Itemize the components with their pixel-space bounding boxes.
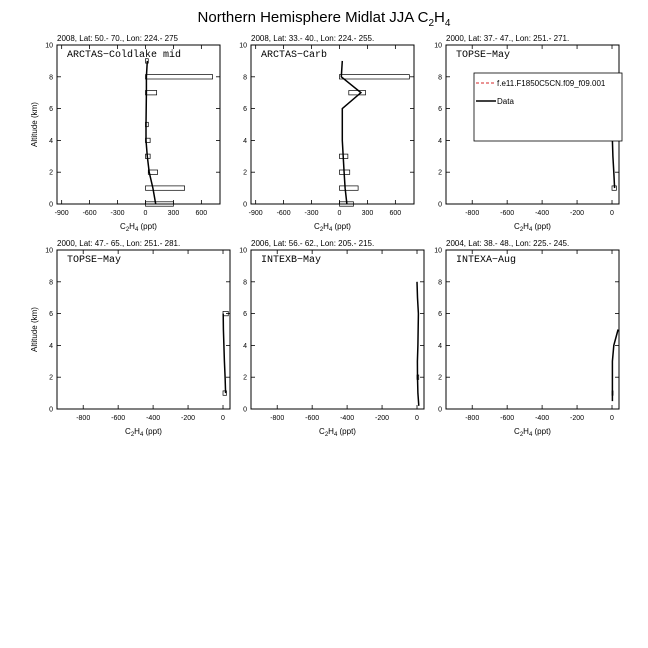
y-tick-label: 8 xyxy=(49,279,53,287)
y-tick-label: 6 xyxy=(49,311,53,319)
x-tick-label: -400 xyxy=(146,415,161,422)
x-axis-label xyxy=(514,427,551,438)
y-tick-label: 0 xyxy=(438,201,442,209)
x-axis-label-part: 4 xyxy=(134,227,139,233)
x-axis-label-part: 2 xyxy=(125,227,130,233)
panel-header: 2000, Lat: 47.- 65., Lon: 251.- 281. xyxy=(57,239,181,248)
x-axis-label-part: 4 xyxy=(333,432,338,438)
x-tick-label: -600 xyxy=(111,415,126,422)
x-tick-label: -800 xyxy=(270,415,285,422)
x-axis-label-part: H xyxy=(523,427,529,436)
y-tick-label: 0 xyxy=(243,201,247,209)
y-tick-label: 6 xyxy=(49,106,53,114)
y-tick-label: 0 xyxy=(243,406,247,414)
x-axis-label-part: C xyxy=(314,222,320,231)
y-tick-label: 8 xyxy=(243,279,247,287)
x-tick-label: 0 xyxy=(610,415,614,422)
x-tick-label: -900 xyxy=(54,210,69,217)
legend-model-label: f.e11.F1850C5CN.f09_f09.001 xyxy=(497,79,606,88)
x-axis-label-part: (ppt) xyxy=(332,222,351,231)
x-axis-label xyxy=(319,427,356,438)
x-tick-label: 300 xyxy=(167,210,180,217)
x-tick-label: -400 xyxy=(340,415,355,422)
y-tick-label: 4 xyxy=(243,137,247,145)
y-tick-label: 10 xyxy=(239,42,247,50)
x-tick-label: 0 xyxy=(337,210,342,217)
x-tick-label: 600 xyxy=(389,210,402,217)
x-axis-label-part: (ppt) xyxy=(138,222,157,231)
panel-header: 2004, Lat: 38.- 48., Lon: 225.- 245. xyxy=(446,239,570,248)
x-axis-label-part: 2 xyxy=(130,432,135,438)
x-axis-label-part: H xyxy=(134,427,140,436)
x-axis-label-part: 2 xyxy=(319,227,324,233)
x-tick-label: -200 xyxy=(375,415,390,422)
x-tick-label: -600 xyxy=(500,415,515,422)
x-tick-label: 0 xyxy=(610,210,614,217)
x-tick-label: -300 xyxy=(110,210,125,217)
panel-header: 2008, Lat: 50.- 70., Lon: 224.- 275 xyxy=(57,34,178,43)
x-tick-label: -200 xyxy=(570,415,585,422)
x-tick-label: -800 xyxy=(465,415,480,422)
x-tick-label: -600 xyxy=(276,210,291,217)
y-tick-label: 10 xyxy=(45,42,53,50)
chart-panel-1 xyxy=(30,34,220,233)
y-tick-label: 8 xyxy=(438,74,442,82)
x-axis-label-part: 4 xyxy=(528,432,533,438)
data-series-line xyxy=(146,61,156,204)
x-axis-label-part: C xyxy=(125,427,131,436)
x-axis-label-part: 4 xyxy=(328,227,333,233)
x-tick-label: -200 xyxy=(181,415,196,422)
data-range-bar xyxy=(349,91,366,95)
chart-panel-2 xyxy=(239,34,414,233)
plot-frame xyxy=(57,250,230,409)
y-tick-label: 2 xyxy=(438,374,442,382)
plot-frame xyxy=(446,250,619,409)
y-tick-label: 6 xyxy=(438,106,442,114)
x-tick-label: -600 xyxy=(82,210,97,217)
data-range-bar xyxy=(145,91,156,95)
plot-frame xyxy=(57,45,220,204)
x-axis-label xyxy=(120,222,157,233)
x-axis-label-part: 4 xyxy=(139,432,144,438)
x-tick-label: 600 xyxy=(195,210,208,217)
x-axis-label-part: H xyxy=(523,222,529,231)
y-tick-label: 8 xyxy=(243,74,247,82)
x-axis-label-part: H xyxy=(323,222,329,231)
campaign-label: TOPSE−May xyxy=(67,255,122,266)
data-series-line xyxy=(612,330,618,402)
data-range-bar xyxy=(339,186,358,190)
y-tick-label: 0 xyxy=(49,406,53,414)
y-tick-label: 8 xyxy=(438,279,442,287)
chart-panel-5 xyxy=(239,239,424,438)
x-tick-label: -400 xyxy=(535,415,550,422)
x-tick-label: -300 xyxy=(304,210,319,217)
x-axis-label-part: (ppt) xyxy=(337,427,356,436)
y-axis-label: Altitude (km) xyxy=(30,307,39,352)
x-axis-label xyxy=(514,222,551,233)
x-tick-label: -400 xyxy=(535,210,550,217)
y-tick-label: 2 xyxy=(243,374,247,382)
x-tick-label: -200 xyxy=(570,210,585,217)
data-series-line xyxy=(417,282,419,406)
campaign-label: INTEXA−Aug xyxy=(456,255,517,266)
legend-data-label: Data xyxy=(497,97,514,106)
y-tick-label: 8 xyxy=(49,74,53,82)
y-tick-label: 0 xyxy=(438,406,442,414)
x-tick-label: -600 xyxy=(500,210,515,217)
data-series-line xyxy=(341,61,361,204)
x-axis-label-part: H xyxy=(129,222,135,231)
y-tick-label: 10 xyxy=(434,42,442,50)
x-axis-label-part: (ppt) xyxy=(532,427,551,436)
x-axis-label-part: C xyxy=(319,427,325,436)
x-axis-label-part: C xyxy=(514,222,520,231)
y-tick-label: 0 xyxy=(49,201,53,209)
plot-frame xyxy=(251,45,414,204)
plot-frame xyxy=(251,250,424,409)
y-tick-label: 2 xyxy=(49,169,53,177)
y-tick-label: 4 xyxy=(49,137,53,145)
x-tick-label: 0 xyxy=(143,210,148,217)
figure-title: Northern Hemisphere Midlat JJA $C_2H_4$ xyxy=(197,9,451,29)
x-axis-label xyxy=(125,427,162,438)
y-tick-label: 2 xyxy=(438,169,442,177)
y-tick-label: 4 xyxy=(49,342,53,350)
y-tick-label: 6 xyxy=(243,106,247,114)
x-tick-label: -800 xyxy=(465,210,480,217)
y-tick-label: 4 xyxy=(438,137,442,145)
y-tick-label: 4 xyxy=(243,342,247,350)
y-tick-label: 10 xyxy=(239,247,247,255)
x-axis-label xyxy=(314,222,351,233)
y-axis-label: Altitude (km) xyxy=(30,102,39,147)
y-tick-label: 4 xyxy=(438,342,442,350)
chart-panel-4 xyxy=(30,239,230,438)
data-range-bar xyxy=(145,186,184,190)
panels-group xyxy=(30,34,622,438)
chart-panel-6 xyxy=(434,239,619,438)
x-axis-label-part: 2 xyxy=(324,432,329,438)
y-tick-label: 2 xyxy=(49,374,53,382)
x-tick-label: -800 xyxy=(76,415,91,422)
x-tick-label: -900 xyxy=(248,210,263,217)
y-tick-label: 6 xyxy=(243,311,247,319)
data-range-bar xyxy=(339,75,409,79)
x-axis-label-part: 2 xyxy=(519,432,524,438)
chart-panel-3 xyxy=(434,34,622,233)
y-tick-label: 2 xyxy=(243,169,247,177)
panel-header: 2006, Lat: 56.- 62., Lon: 205.- 215. xyxy=(251,239,375,248)
data-range-bar xyxy=(145,75,212,79)
x-axis-label-part: H xyxy=(328,427,334,436)
data-series-line xyxy=(223,314,225,394)
panel-header: 2008, Lat: 33.- 40., Lon: 224.- 255. xyxy=(251,34,375,43)
panel-header: 2000, Lat: 37.- 47., Lon: 251.- 271. xyxy=(446,34,570,43)
x-axis-label-part: C xyxy=(120,222,126,231)
y-tick-label: 10 xyxy=(45,247,53,255)
campaign-label: INTEXB−May xyxy=(261,255,322,266)
x-tick-label: 0 xyxy=(221,415,225,422)
x-axis-label-part: 2 xyxy=(519,227,524,233)
x-tick-label: 0 xyxy=(415,415,419,422)
x-tick-label: -600 xyxy=(305,415,320,422)
campaign-label: TOPSE−May xyxy=(456,50,511,61)
y-tick-label: 6 xyxy=(438,311,442,319)
x-tick-label: 300 xyxy=(361,210,374,217)
campaign-label: ARCTAS−Carb xyxy=(261,50,328,61)
x-axis-label-part: (ppt) xyxy=(532,222,551,231)
x-axis-label-part: 4 xyxy=(528,227,533,233)
y-tick-label: 10 xyxy=(434,247,442,255)
x-axis-label-part: (ppt) xyxy=(143,427,162,436)
x-axis-label-part: C xyxy=(514,427,520,436)
campaign-label: ARCTAS−Coldlake mid xyxy=(67,50,182,61)
